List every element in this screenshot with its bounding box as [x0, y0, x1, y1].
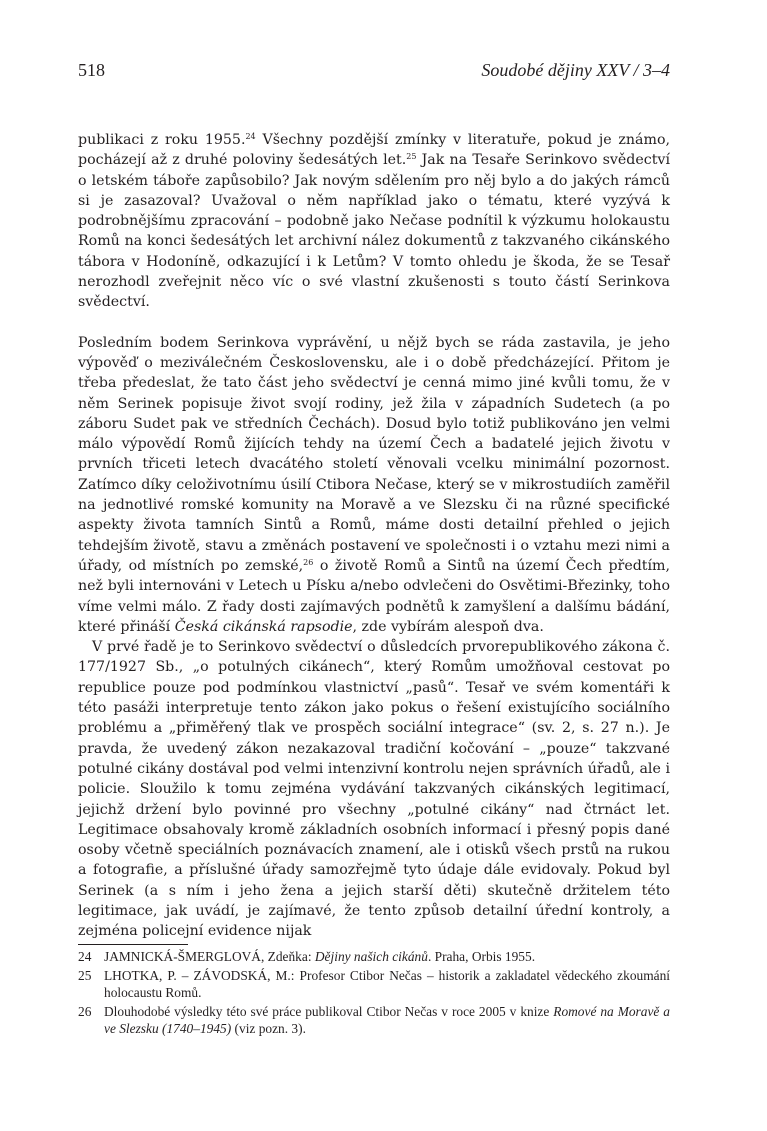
page-number: 518	[78, 60, 105, 80]
text-run: publikaci z roku 1955.	[78, 132, 246, 148]
footnote-number: 24	[78, 949, 92, 964]
text-run: o životě Romů a Sintů na území Čech předtím, než byli internováni v Letech u Písku a/nebo odvlečeni do Osvětimi-Březinky, toho víme velmi málo. Z řady dosti zajímavých podnětů k zamyšlení a dalšímu bádání, které přináší	[78, 557, 670, 635]
footnote-divider	[78, 944, 188, 945]
italic-title: Dějiny našich cikánů	[314, 949, 428, 964]
footnote-text	[104, 949, 670, 965]
footnote	[78, 1004, 670, 1037]
italic-title: Česká cikánská rapsodie	[174, 618, 353, 635]
text-run: , zde vybírám alespoň dva.	[352, 618, 544, 635]
footnote-number: 25	[78, 968, 92, 984]
footnote-text	[104, 1004, 670, 1037]
journal-title: Soudobé dějiny XXV / 3–4	[481, 60, 670, 80]
footnote-text	[104, 968, 670, 1001]
text-run: (viz pozn. 3).	[231, 1020, 306, 1036]
body-text	[78, 130, 670, 942]
text-run: . Praha, Orbis 1955.	[427, 949, 536, 964]
footnote-ref: 25	[406, 152, 417, 162]
footnote-ref: 26	[303, 557, 314, 567]
text-run: JAMNICKÁ-ŠMERGLOVÁ, Zdeňka:	[104, 949, 315, 964]
italic-title: Romové na Moravě a ve Slezsku (1740–1945)	[104, 1004, 670, 1036]
footnote	[78, 968, 670, 1001]
text-run: Jak na Tesaře Serinkovo svědectví o letském táboře zapůsobilo? Jak novým sdělením pro něj bylo a do jakých rámců si je zasazoval? Uvažoval o něm například jako o tématu, které vyzývá k podrobnějšímu zpracování – podobně jako Nečase podnítil k výzkumu holokaustu Romů na konci šedesátých let archivní nález dokumentů z takzvaného cikánského tábora v Hodoníně, odkazující i k Letům? V tomto ohledu je škoda, že se Tesař nerozhodl zveřejnit něco víc o své vlastní zkušenosti s touto částí Serinkova svědectví.	[78, 152, 670, 311]
text-run: V prvé řadě je to Serinkovo svědectví o důsledcích prvorepublikového zákona č. 177/1927 Sb., „o potulných cikánech“, který Romům umožňoval cestovat po republice pouze pod podmínkou vlastnictví „pasů“. Tesař ve svém komentáři k této pasáži interpretuje tento zákon jako pokus o řešení existujícího sociálního problému a „přiměřený tlak ve prospěch sociální integrace“ (sv. 2, s. 27 n.). Je pravda, že uvedený zákon nezakazoval tradiční kočování – „pouze“ takzvané potulné cikány dostával pod velmi intenzivní kontrolu nejen správních úřadů, ale i policie. Sloužilo k tomu zejména vydávání takzvaných cikánských legitimací, jejichž držení bylo povinné pro všechny „potulné cikány“ nad čtrnáct let. Legitimace obsahovaly kromě základních osobních informací i přesný popis dané osoby včetně speciálních poznávacích znamení, ale i otisků všech prstů na rukou a fotografie, a příslušné úřady samozřejmě tyto údaje dále evidovaly. Pokud byl Serinek (a s ním i jeho žena a jejich starší děti) skutečně držitelem této legitimace, jak uvádí, je zajímavé, že tento způsob detailní úřední kontroly, a zejména policejní evidence nijak	[78, 639, 670, 940]
paragraph	[78, 130, 670, 313]
footnote	[78, 949, 670, 965]
footnote-number: 26	[78, 1004, 92, 1020]
text-run: Dlouhodobé výsledky této své práce publikoval Ctibor Nečas v roce 2005 v knize	[104, 1004, 554, 1020]
text-run: Posledním bodem Serinkova vyprávění, u nějž bych se ráda zastavila, je jeho výpověď o meziválečném Československu, ale i o době předcházející. Přitom je třeba předeslat, že tato část jeho svědectví je cenná mimo jiné kvůli tomu, že v něm Serinek popisuje život svojí rodiny, jež žila v západních Sudetech (a po záboru Sudet pak ve středních Čechách). Dosud bylo totiž publikováno jen velmi málo výpovědí Romů žijících tehdy na území Čech a badatelé jejich životu v prvních třiceti letech dvacátého století věnovali vcelku minimální pozornost. Zatímco díky celoživotnímu úsilí Ctibora Nečase, který se v mikrostudiích zaměřil na jednotlivé romské komunity na Moravě a ve Slezsku či na různé specifické aspekty života tamních Sintů a Romů, máme dosti detailní přehled o jejich tehdejším životě, stavu a změnách postavení ve společnosti i o vztahu mezi nimi a úřady, od místních po zemské,	[78, 334, 670, 574]
paragraph	[78, 333, 670, 637]
text-run: LHOTKA, P. – ZÁVODSKÁ, M.: Profesor Ctibor Nečas – historik a zakladatel vědeckého zkoumání holocaustu Romů.	[104, 968, 670, 1000]
footnote-ref: 24	[245, 132, 256, 141]
running-header	[78, 60, 670, 84]
text-run: Všechny pozdější zmínky v literatuře, pokud je známo, pocházejí až z druhé poloviny šedesátých let.	[78, 132, 670, 169]
footnotes	[78, 944, 670, 1040]
paragraph	[78, 637, 670, 941]
